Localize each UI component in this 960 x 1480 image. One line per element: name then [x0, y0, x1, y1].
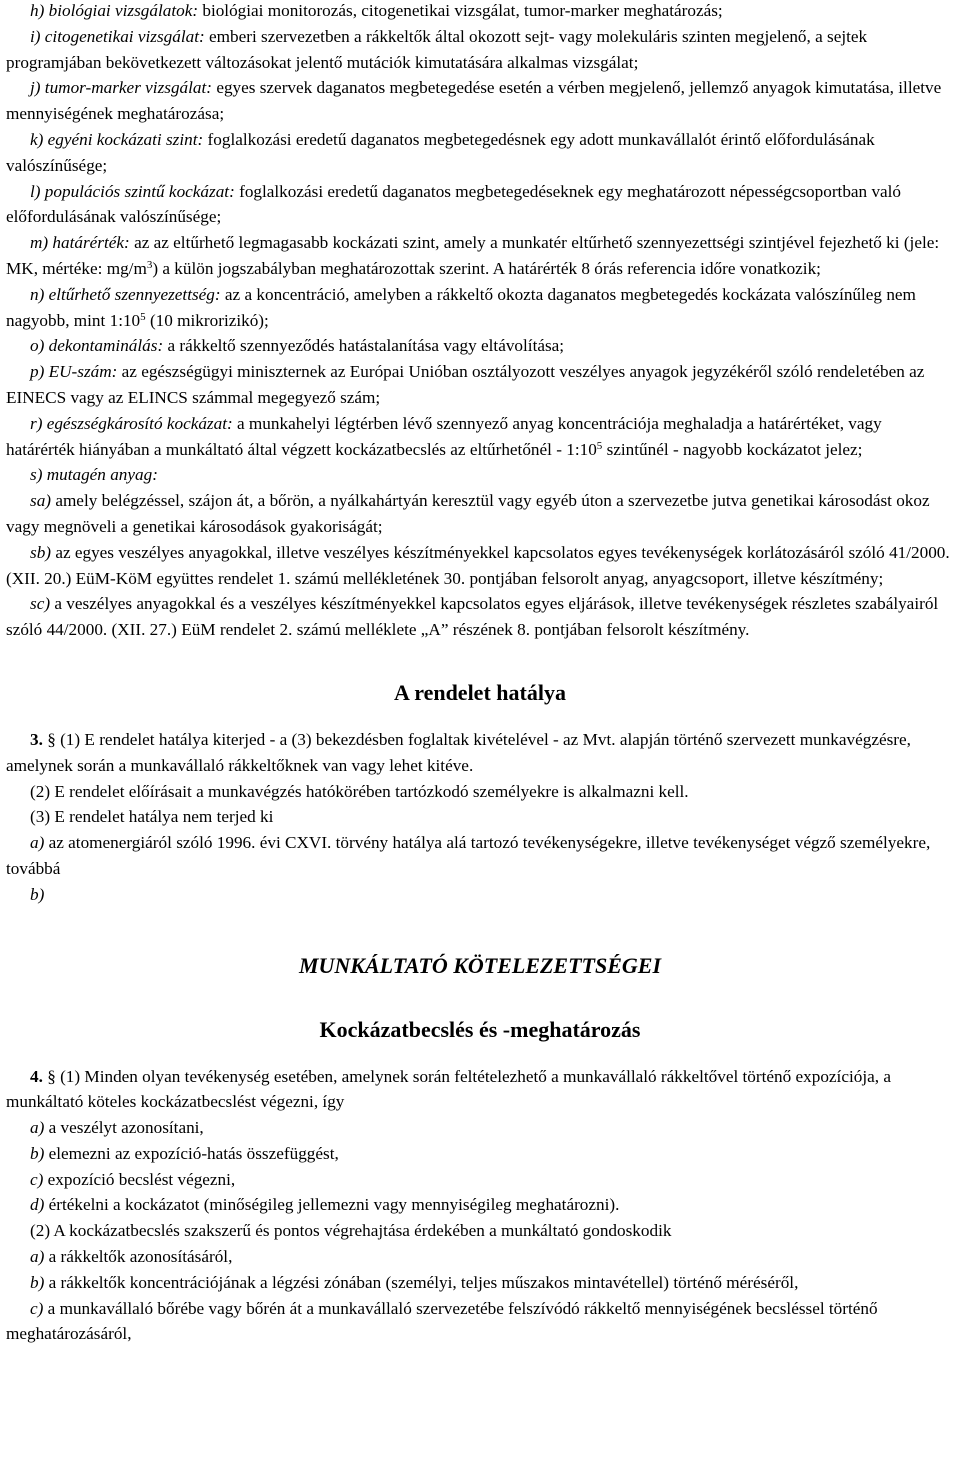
definition-text: a rákkeltő szennyeződés hatástalanítása vagy eltávolítása;	[163, 336, 565, 356]
term: sc)	[30, 594, 51, 614]
definition-i	[6, 24, 954, 76]
term: sa)	[30, 491, 52, 511]
definition-sb	[6, 540, 954, 592]
definition-text: foglalkozási eredetű daganatos megbetegedéseknek egy meghatározott népességcsoportban való előfordulásának valószínűsége;	[6, 181, 902, 227]
definition-sa	[6, 488, 954, 540]
definition-p	[6, 359, 954, 411]
section-4-item-b	[6, 1141, 954, 1167]
item-marker: a)	[30, 833, 45, 853]
term: sb)	[30, 542, 52, 562]
section-4-paragraph-2: (2) A kockázatbecslés szakszerű és pontos végrehajtása érdekében a munkáltató gondoskodik	[30, 1221, 672, 1241]
item-marker: b)	[30, 1143, 45, 1163]
term: j) tumor-marker vizsgálat:	[30, 78, 213, 98]
section-heading-scope: A rendelet hatálya	[394, 679, 566, 705]
term: h) biológiai vizsgálatok:	[30, 1, 199, 20]
definition-text: az egyes veszélyes anyagokkal, illetve veszélyes készítményekkel kapcsolatos egyes tevékenységek korlátozásáról szóló 41/2000. (XII. 20.) EüM-KöM együttes rendelet 1. számú mellékletének 30. pontjában felsorolt anyag, anyagcsoport, illetve készítmény;	[6, 542, 950, 588]
paragraph-text: § (1) Minden olyan tevékenység esetében, amelynek során feltételezhető a munkavállaló rákkeltővel történő expozíciója, a munkáltató köteles kockázatbecslést végezni, így	[6, 1066, 891, 1112]
definition-text: a munkahelyi légtérben lévő szennyező anyag koncentrációja meghaladja a határértéket, vagy határérték hiányában a munkáltató által végzett kockázatbecslés az eltűrhetőnél - 1:10	[6, 413, 882, 459]
definition-m	[6, 230, 954, 282]
term: r) egészségkárosító kockázat:	[30, 413, 233, 433]
spacer	[6, 643, 954, 679]
term: m) határérték:	[30, 233, 130, 253]
item-marker: c)	[30, 1298, 44, 1318]
term: l) populációs szintű kockázat:	[30, 181, 235, 201]
item-text: a rákkeltők azonosításáról,	[44, 1247, 233, 1267]
section-4-paragraph-1	[6, 1064, 954, 1116]
term: n) eltűrhető szennyezettség:	[30, 284, 221, 304]
term: i) citogenetikai vizsgálat:	[30, 26, 205, 46]
section-4-item-c	[6, 1167, 954, 1193]
definition-h	[6, 0, 954, 24]
section-4-2-item-a	[6, 1244, 954, 1270]
item-text: a rákkeltők koncentrációjának a légzési zónában (személyi, teljes műszakos mintavétellel) történő méréséről,	[44, 1272, 799, 1292]
section-3-paragraph-2: (2) E rendelet előírásait a munkavégzés hatókörében tartózkodó személyekre is alkalmazni kell.	[30, 781, 689, 801]
item-text: értékelni a kockázatot (minőségileg jellemezni vagy mennyiségileg meghatározni).	[44, 1195, 620, 1215]
definition-j	[6, 75, 954, 127]
definition-text-cont: szintűnél - nagyobb kockázatot jelez;	[602, 439, 863, 459]
section-4-item-d	[6, 1192, 954, 1218]
definition-text: az a koncentráció, amelyben a rákkeltő okozta daganatos megbetegedés kockázata valószínűleg nem nagyobb, mint 1:10	[6, 284, 916, 330]
section-number: 4.	[30, 1066, 43, 1086]
section-4-2-item-c	[6, 1296, 954, 1348]
superscript: 3	[146, 258, 153, 271]
term: p) EU-szám:	[30, 362, 118, 382]
definition-text-cont: ) a külön jogszabályban meghatározottak szerint. A határérték 8 órás referencia időre vonatkozik;	[152, 258, 821, 278]
spacer	[6, 908, 954, 952]
definition-n	[6, 282, 954, 334]
item-marker: b)	[30, 1272, 45, 1292]
section-heading-risk: Kockázatbecslés és -meghatározás	[319, 1016, 641, 1042]
definition-text: amely belégzéssel, szájon át, a bőrön, a nyálkahártyán keresztül vagy egyéb úton a szervezetbe jutva genetikai károsodást okoz vagy megnöveli a genetikai károsodások gyakoriságát;	[6, 491, 930, 536]
item-text: a veszélyt azonosítani,	[44, 1118, 204, 1138]
section-heading-employer: MUNKÁLTATÓ KÖTELEZETTSÉGEI	[298, 952, 662, 978]
definition-text: emberi szervezetben a rákkeltők által okozott sejt- vagy molekuláris szinten megjelenő, a sejtek programjában bekövetkezett változásokat jelentő mutációk kimutatására alkalmas vizsgálat;	[6, 26, 868, 72]
section-number: 3.	[30, 729, 43, 749]
item-text: az atomenergiáról szóló 1996. évi CXVI. törvény hatálya alá tartozó tevékenységekre, illetve tevékenységet végző személyekre, továbbá	[6, 833, 931, 878]
section-4-2-item-b	[6, 1270, 954, 1296]
definition-s	[6, 462, 954, 488]
item-text: elemezni az expozíció-hatás összefüggést,	[44, 1143, 339, 1163]
spacer	[6, 707, 954, 727]
paragraph-text: § (1) E rendelet hatálya kiterjed - a (3) bekezdésben foglaltak kivételével - az Mvt. alapján történő szervezett munkavégzésre, amelynek során a munkavállaló rákkeltőknek van vagy lehet kitéve.	[6, 729, 911, 775]
definition-text: az egészségügyi miniszternek az Európai Unióban osztályozott veszélyes anyagok jegyzékéről szóló rendeletében az EINECS vagy az ELINCS számmal megegyező szám;	[6, 362, 925, 407]
term: o) dekontaminálás:	[30, 336, 164, 356]
section-3-paragraph-3: (3) E rendelet hatálya nem terjed ki	[30, 807, 274, 827]
item-marker: c)	[30, 1169, 44, 1189]
item-marker: b)	[30, 884, 45, 904]
superscript: 5	[596, 439, 603, 452]
definition-r	[6, 411, 954, 463]
spacer	[6, 1044, 954, 1064]
section-3-item-a	[6, 830, 954, 882]
definition-text-cont: (10 mikrorizikó);	[145, 310, 269, 330]
term: s) mutagén anyag:	[30, 465, 158, 485]
term: k) egyéni kockázati szint:	[30, 129, 204, 149]
item-text: expozíció becslést végezni,	[43, 1169, 236, 1189]
item-text: a munkavállaló bőrébe vagy bőrén át a munkavállaló szervezetébe felszívódó rákkeltő mennyiségének becsléssel történő meghatározásáról,	[6, 1298, 878, 1344]
definition-sc	[6, 591, 954, 643]
definition-l	[6, 179, 954, 231]
definition-text: az az eltűrhető legmagasabb kockázati szint, amely a munkatér eltűrhető szennyezettségi szintjével fejezhető ki (jele: MK, mértéke: mg/m	[6, 233, 940, 278]
superscript: 5	[140, 310, 146, 323]
definition-k	[6, 127, 954, 179]
definition-text: foglalkozási eredetű daganatos megbetegedésnek egy adott munkavállalót érintő előfordulásának valószínűsége;	[6, 129, 875, 175]
item-marker: a)	[30, 1247, 45, 1267]
definition-text: biológiai monitorozás, citogenetikai vizsgálat, tumor-marker meghatározás;	[198, 1, 723, 20]
item-marker: d)	[30, 1195, 45, 1215]
definition-text: egyes szervek daganatos megbetegedése esetén a vérben megjelenő, jellemző anyagok kimutatása, illetve mennyiségének meghatározása;	[6, 78, 942, 124]
item-marker: a)	[30, 1118, 45, 1138]
definition-o	[6, 333, 954, 359]
section-3-paragraph-1	[6, 727, 954, 779]
definition-text: a veszélyes anyagokkal és a veszélyes készítményekkel kapcsolatos egyes eljárások, illetve tevékenységek részletes szabályairól szóló 44/2000. (XII. 27.) EüM rendelet 2. számú melléklete „A” részének 8. pontjában felsorolt készítmény.	[6, 594, 939, 640]
spacer	[6, 980, 954, 1016]
document-page	[6, 0, 954, 1347]
section-4-item-a	[6, 1115, 954, 1141]
section-3-item-b	[6, 882, 954, 908]
